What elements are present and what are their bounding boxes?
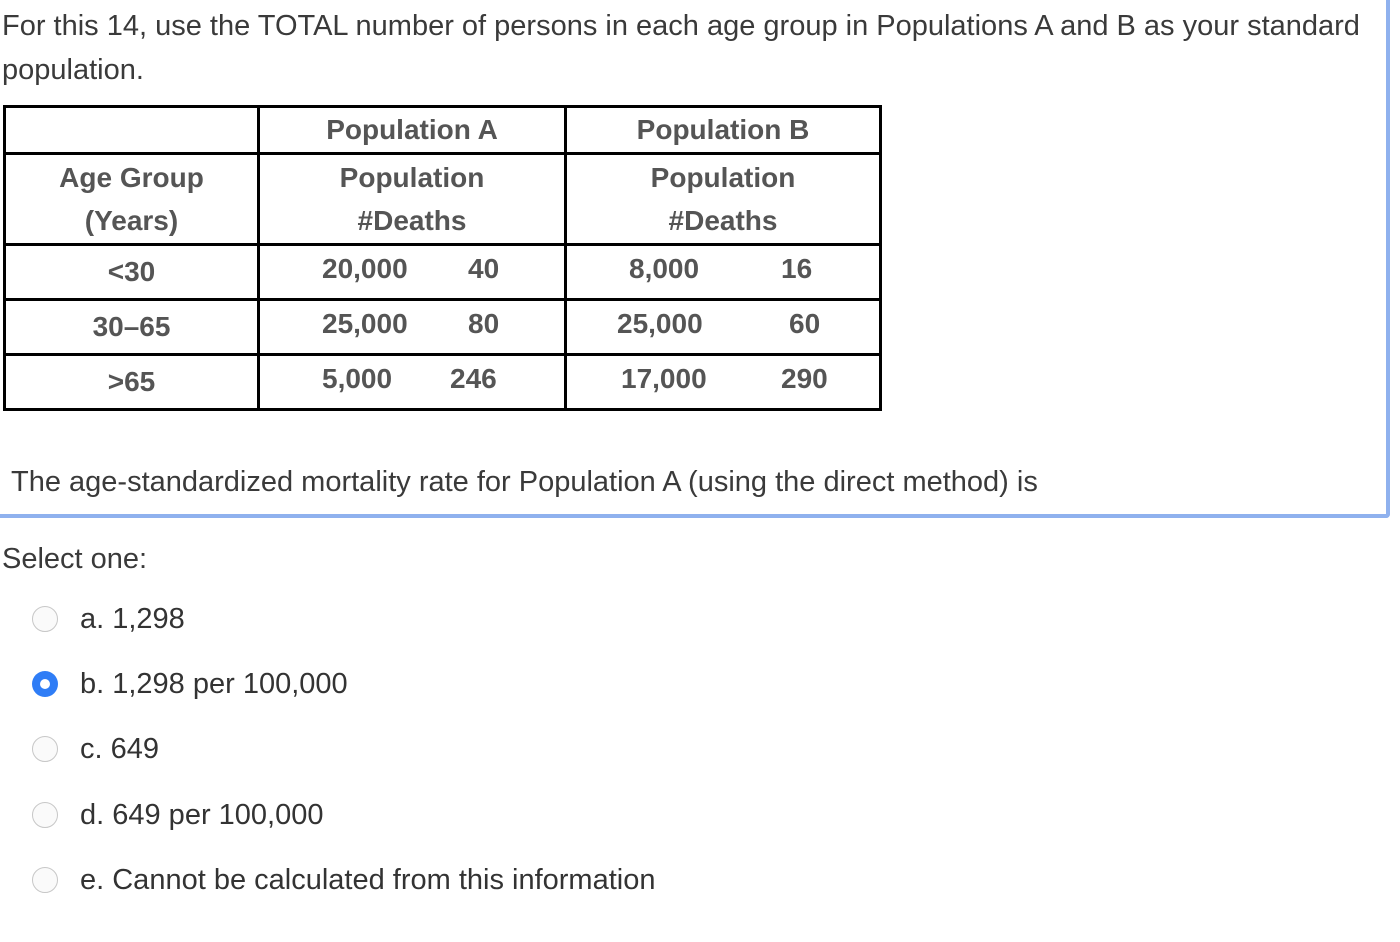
population-b-deaths: 60 [789, 308, 821, 339]
population-label: Population [339, 162, 485, 193]
radio-icon[interactable] [32, 736, 58, 762]
subheader-age-group [5, 154, 259, 245]
option-label[interactable]: e. Cannot be calculated from this information [80, 864, 656, 896]
population-b-deaths: 290 [781, 363, 828, 394]
population-a-cell [259, 245, 566, 300]
age-cell: 30–65 [5, 300, 259, 355]
option-label[interactable]: d. 649 per 100,000 [80, 799, 324, 831]
option-label[interactable]: b. 1,298 per 100,000 [80, 668, 348, 700]
table-subheader-row [5, 154, 881, 245]
radio-icon[interactable] [32, 867, 58, 893]
population-a-deaths: 246 [450, 363, 497, 394]
population-label: Population [650, 162, 796, 193]
question-intro: For this 14, use the TOTAL number of persons in each age group in Populations A and B as your standard population. [2, 10, 1360, 86]
population-a-count: 20,000 [322, 253, 408, 284]
table-header-row [5, 107, 881, 154]
table-row [5, 300, 881, 355]
population-b-count: 25,000 [617, 308, 703, 339]
population-a-cell [259, 355, 566, 410]
population-b-cell [566, 245, 881, 300]
population-table [3, 105, 882, 411]
age-cell: <30 [5, 245, 259, 300]
table-row [5, 355, 881, 410]
population-a-count: 5,000 [322, 363, 393, 394]
years-label: (Years) [84, 205, 179, 236]
question-prompt: The age-standardized mortality rate for Population A (using the direct method) is [11, 466, 1038, 498]
population-b-count: 8,000 [629, 253, 700, 284]
option-label[interactable]: a. 1,298 [80, 603, 185, 635]
population-b-deaths: 16 [781, 253, 813, 284]
deaths-label: #Deaths [668, 205, 778, 236]
subheader-population-a [259, 154, 566, 245]
population-b-count: 17,000 [621, 363, 707, 394]
header-population-a: Population A [259, 107, 566, 154]
age-group-label: Age Group [59, 162, 204, 193]
subheader-population-b [566, 154, 881, 245]
header-population-b: Population B [566, 107, 881, 154]
header-empty-cell [5, 107, 259, 154]
age-cell: >65 [5, 355, 259, 410]
radio-checked-icon[interactable] [32, 671, 58, 697]
deaths-label: #Deaths [357, 205, 467, 236]
population-b-cell [566, 355, 881, 410]
table-row [5, 245, 881, 300]
population-b-cell [566, 300, 881, 355]
population-a-cell [259, 300, 566, 355]
population-a-deaths: 40 [468, 253, 500, 284]
option-label[interactable]: c. 649 [80, 733, 159, 765]
select-one-label: Select one: [2, 543, 148, 575]
radio-icon[interactable] [32, 802, 58, 828]
population-a-deaths: 80 [468, 308, 500, 339]
radio-icon[interactable] [32, 606, 58, 632]
population-a-count: 25,000 [322, 308, 408, 339]
